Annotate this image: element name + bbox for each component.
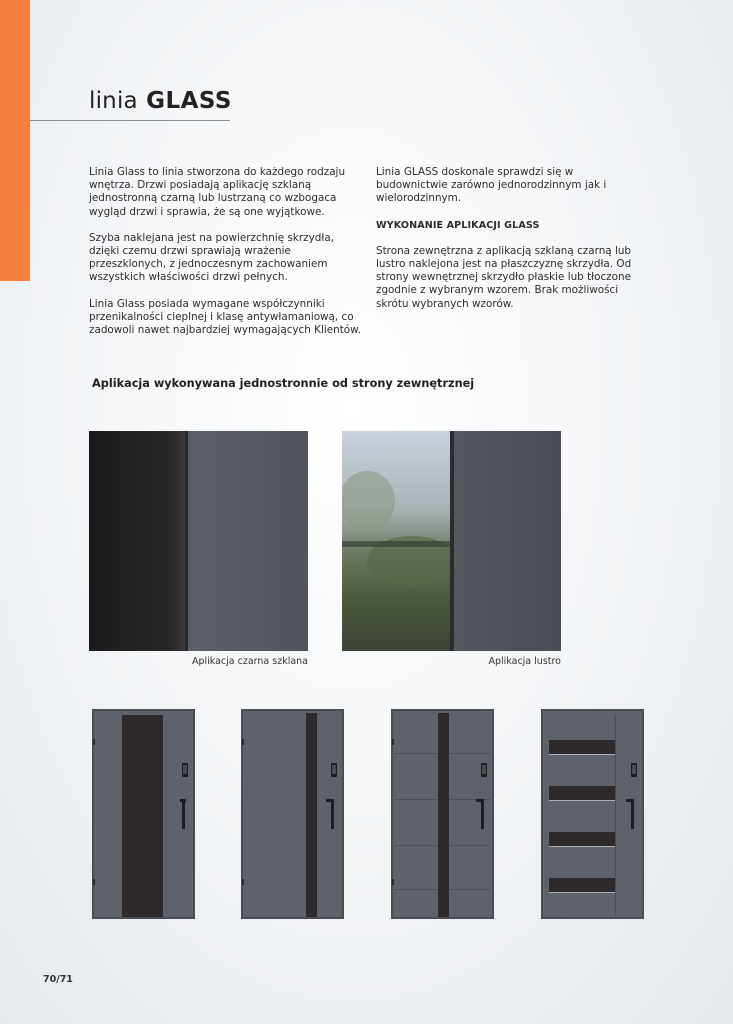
door-wide-glass-strip-icon [92, 709, 195, 919]
right-text-column [376, 166, 648, 324]
paragraph-glass-surface: Szyba naklejana jest na powierzchnię skrzydła, dzięki czemu drzwi sprawiają wrażenie przeszklonych, z jednoczesnym zachowaniem wszystkich właściwości drzwi pełnych. [89, 231, 334, 284]
sample-caption-black: Aplikacja czarna szklana [191, 656, 308, 667]
black-glass-sample-photo [89, 431, 308, 651]
door-model-4 [541, 709, 644, 919]
page-number: 70/71 [43, 974, 73, 985]
door-model-2 [241, 709, 344, 919]
sample-caption-mirror: Aplikacja lustro [488, 656, 561, 667]
door-horizontal-glass-panels-icon [541, 709, 644, 919]
black-glass-sample-icon [89, 431, 308, 651]
section-heading: Aplikacja wykonywana jednostronnie od strony zewnętrznej [92, 377, 475, 390]
door-model-1 [92, 709, 195, 919]
paragraph-building-types: Linia GLASS doskonale sprawdzi się w budownictwie zarówno jednorodzinnym jak i wielorodzinnym. [376, 166, 607, 205]
page-title [89, 88, 232, 114]
mirror-glass-sample-icon [342, 431, 561, 651]
door-model-3 [391, 709, 494, 919]
paragraph-execution: Strona zewnętrzna z aplikacją szklaną czarną lub lustro naklejona jest na płaszczyznę skrzydła. Od strony wewnętrznej skrzydło płaskie lub tłoczone zgodnie z wybranym wzorem. Brak możliwości skrótu wybranych wzorów. [376, 244, 632, 310]
title-bold: GLASS [146, 88, 232, 114]
mirror-glass-sample-photo [342, 431, 561, 651]
paragraph-intro: Linia Glass to linia stworzona do każdego rodzaju wnętrza. Drzwi posiadają aplikację szklaną jednostronną czarną lub lustrzaną co wzbogaca wygląd drzwi i sprawia, że są one wyjątkowe. [89, 166, 346, 218]
door-narrow-glass-strip-icon [241, 709, 344, 919]
execution-heading: WYKONANIE APLIKACJI GLASS [376, 219, 540, 231]
title-light: linia [89, 88, 138, 114]
door-grooved-glass-strip-icon [391, 709, 494, 919]
paragraph-properties: Linia Glass posiada wymagane współczynniki przenikalności cieplnej i klasę antywłamaniową, co zadowoli nawet najbardziej wymagających Klientów. [89, 297, 361, 337]
accent-bar [0, 0, 30, 281]
left-text-column [89, 166, 361, 350]
title-underline [30, 120, 230, 121]
